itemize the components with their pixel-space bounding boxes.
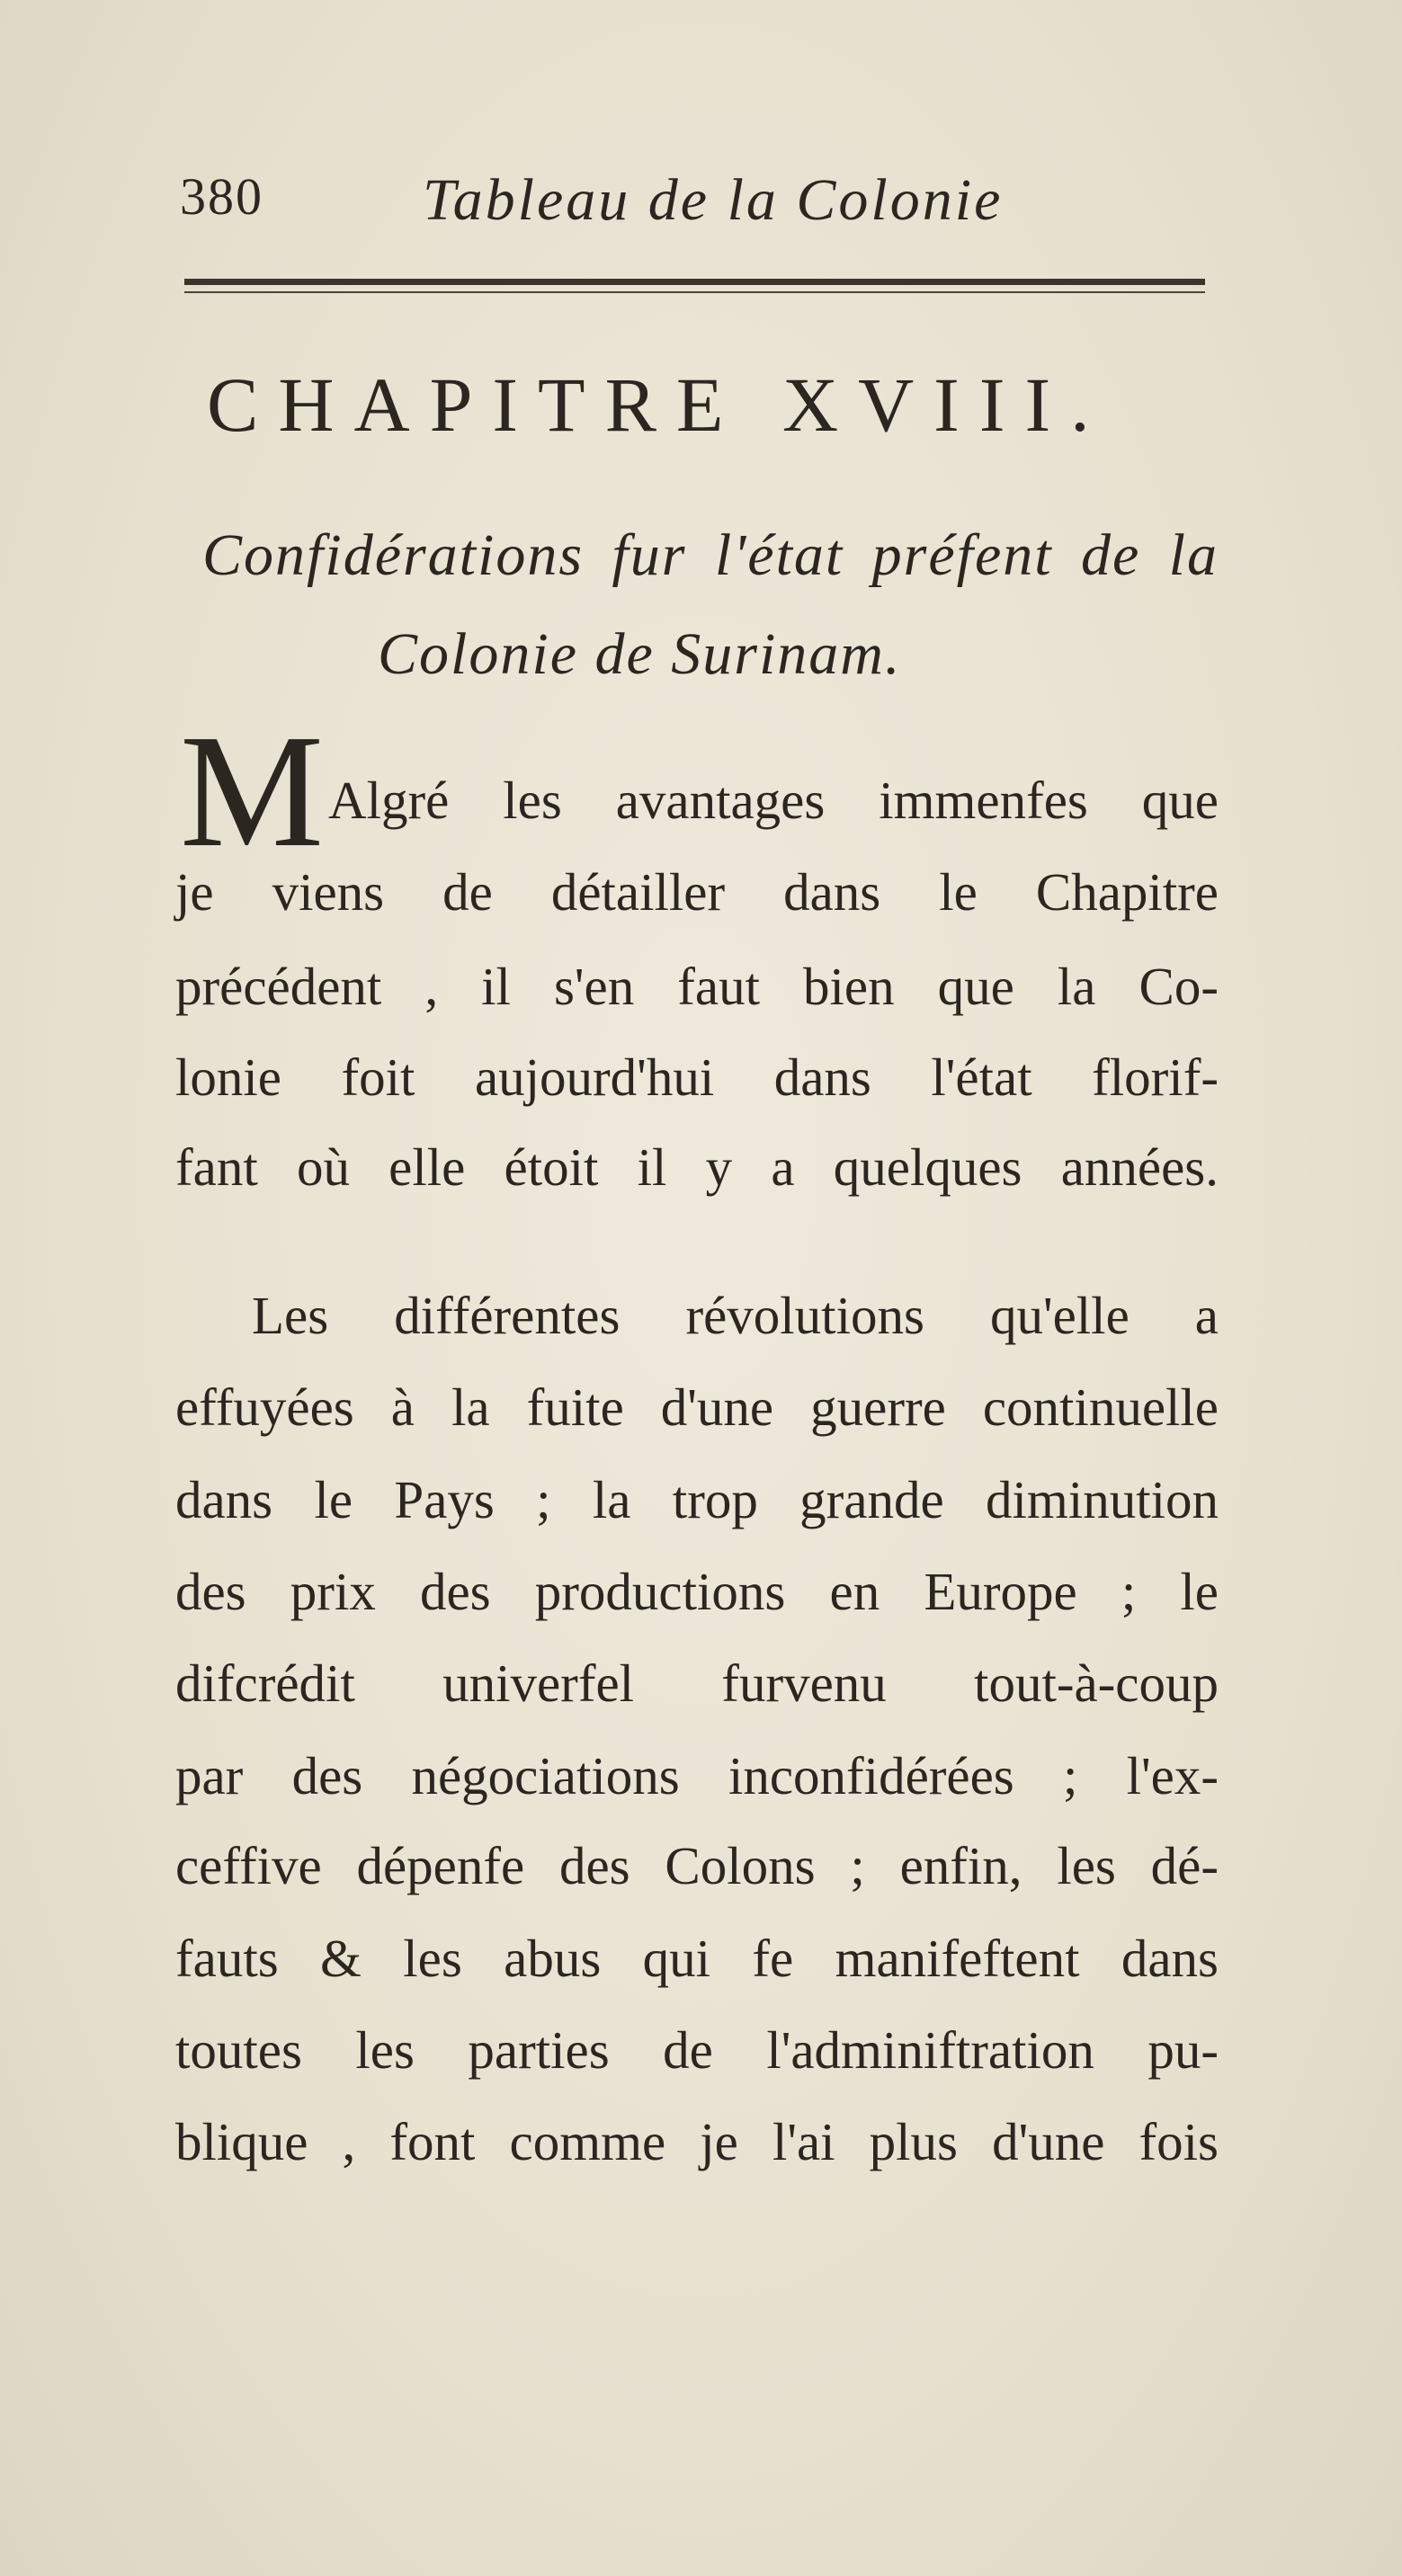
paragraph-2-line-10: blique , font comme je l'ai plus d'une fois	[175, 2112, 1219, 2171]
paragraph-2-line-2: effuyées à la fuite d'une guerre continuelle	[175, 1377, 1219, 1437]
paragraph-1-line-5: fant où elle étoit il y a quelques années.	[175, 1137, 1219, 1197]
paragraph-2-line-1: Les différentes révolutions qu'elle a	[252, 1286, 1219, 1345]
chapter-title: CHAPITRE XVIII.	[207, 361, 1110, 448]
paragraph-2-line-6: par des négociations inconfidérées ; l'ex-	[175, 1746, 1219, 1805]
header-rule-thick	[184, 279, 1205, 285]
paragraph-2-line-8: fauts & les abus qui fe manifeftent dans	[175, 1929, 1219, 1988]
page-number: 380	[180, 167, 263, 226]
paragraph-1-line-1: Algré les avantages immenfes que	[328, 771, 1219, 830]
paragraph-1-line-3: précédent , il s'en faut bien que la Co-	[175, 957, 1219, 1016]
paragraph-1-line-2: je viens de détailler dans le Chapitre	[175, 862, 1219, 922]
paragraph-2-line-4: des prix des productions en Europe ; le	[175, 1562, 1219, 1621]
drop-cap: M	[180, 701, 325, 880]
page-header	[180, 166, 1223, 238]
running-head: Tableau de la Colonie	[423, 167, 1004, 233]
paragraph-1-line-4: lonie foit aujourd'hui dans l'état florif-	[175, 1047, 1219, 1107]
paragraph-2-line-3: dans le Pays ; la trop grande diminution	[175, 1470, 1219, 1529]
paragraph-2-line-5: difcrédit univerfel furvenu tout-à-coup	[175, 1653, 1219, 1713]
paragraph-2-line-9: toutes les parties de l'adminiftration pu-	[175, 2020, 1219, 2080]
chapter-subtitle-line-2: Colonie de Surinam.	[378, 621, 902, 687]
paragraph-2-line-7: ceffive dépenfe des Colons ; enfin, les dé-	[175, 1836, 1219, 1895]
header-rule-thin	[184, 291, 1205, 293]
chapter-subtitle-line-1: Confidérations fur l'état préfent de la	[202, 522, 1219, 588]
